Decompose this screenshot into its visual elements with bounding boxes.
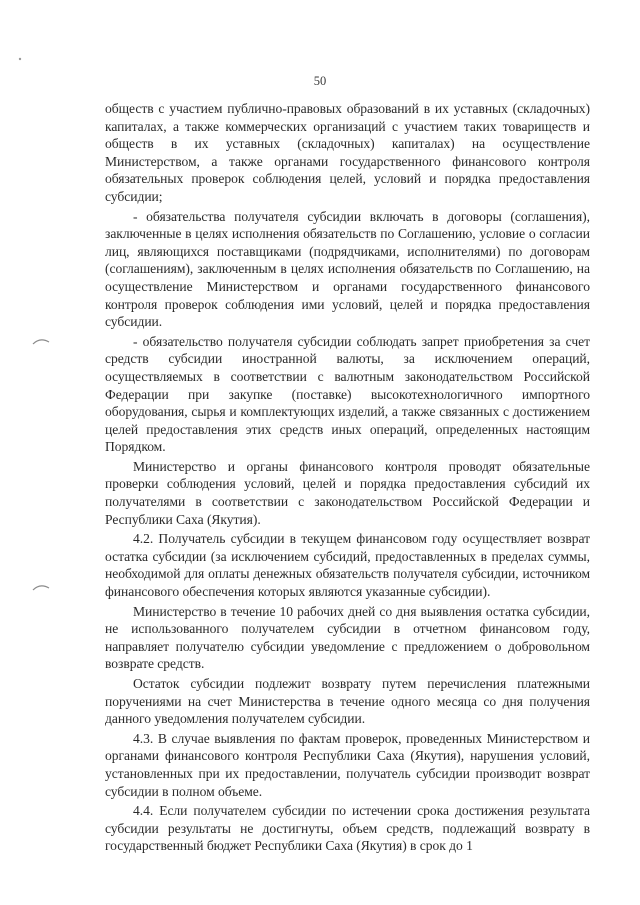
- paragraph-obligation-currency: - обязательство получателя субсидии соблюдать запрет приобретения за счет средств субсидии иностранной валюты, за исключением операций, осуществляемых в соответствии с валютным законодательством Российской Федерации при закупке (поставке) высокотехнологичного импортного оборудования, сырья и комплектующих изделий, а также связанных с достижением целей предоставления этих средств иных операций, определенных настоящим Порядком.: [105, 333, 590, 455]
- paragraph-mandatory-checks: Министерство и органы финансового контроля проводят обязательные проверки соблюдения условий, целей и порядка предоставления субсидий их получателями в соответствии с законодательством Российской Федерации и Республики Саха (Якутия).: [105, 458, 590, 527]
- document-body: [105, 100, 590, 857]
- page-number: 50: [313, 74, 327, 88]
- margin-hole-mark-upper: [32, 336, 50, 346]
- paragraph-obligation-contracts: - обязательства получателя субсидии включать в договоры (соглашения), заключенные в целях исполнения обязательств по Соглашению, условие о согласии лиц, являющихся поставщиками (подрядчиками, исполнителями) по договорам (соглашениям), заключенным в целях исполнения обязательств по Соглашению, на осуществление Министерством и органами государственного финансового контроля проверок соблюдения ими условий, целей и порядка предоставления субсидии.: [105, 208, 590, 330]
- paragraph-4-2: 4.2. Получатель субсидии в текущем финансовом году осуществляет возврат остатка субсидии (за исключением субсидий, предоставленных в пределах суммы, необходимой для оплаты денежных обязательств получателя субсидии, источником финансового обеспечения которых являются указанные субсидии).: [105, 531, 590, 600]
- paragraph-4-3: 4.3. В случае выявления по фактам проверок, проведенных Министерством и органами финансового контроля Республики Саха (Якутия), нарушения условий, установленных при их предоставлении, получатель субсидии производит возврат субсидии в полном объеме.: [105, 730, 590, 799]
- scan-dot-mark: [18, 48, 22, 52]
- paragraph-continuation: обществ с участием публично-правовых образований в их уставных (складочных) капиталах, а также коммерческих организаций с участием таких товариществ и обществ в их уставных (складочных) капиталах) на осуществление Министерством, а также органами государственного финансового контроля обязательных проверок соблюдения целей, условий и порядка предоставления субсидии;: [105, 101, 590, 204]
- paragraph-remainder-return: Остаток субсидии подлежит возврату путем перечисления платежными поручениями на счет Министерства в течение одного месяца со дня получения данного уведомления получателем субсидии.: [105, 676, 590, 727]
- margin-hole-mark-lower: [32, 582, 50, 592]
- paragraph-4-4: 4.4. Если получателем субсидии по истечении срока достижения результата субсидии результаты не достигнуты, объем средств, подлежащий возврату в государственный бюджет Республики Саха (Якутия) в срок до 1: [105, 803, 590, 854]
- paragraph-notification: Министерство в течение 10 рабочих дней со дня выявления остатка субсидии, не использованного получателем субсидии в отчетном финансовом году, направляет получателю субсидии уведомление с предложением о добровольном возврате средств.: [105, 603, 590, 672]
